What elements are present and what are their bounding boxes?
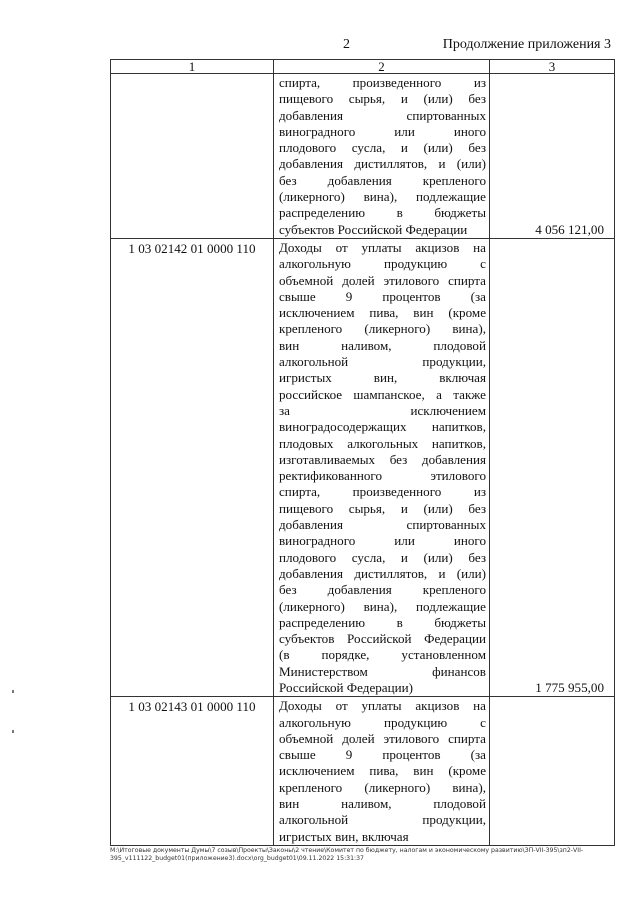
description-line: алкогольную продукцию с	[279, 256, 486, 272]
page-number: 2	[343, 37, 350, 52]
description-line: виноградного или иного	[279, 123, 486, 139]
code-cell	[111, 74, 274, 239]
description-line: алкогольную продукцию с	[279, 714, 486, 730]
description-line: (ликерного) вина), подлежащие	[279, 598, 486, 614]
description-text	[274, 74, 489, 238]
description-line: вин наливом, плодовой	[279, 337, 486, 353]
amount-value	[604, 697, 609, 845]
description-line: спирта, произведенного из	[279, 484, 486, 500]
description-line: вин наливом, плодовой	[279, 796, 486, 812]
description-line: без добавления крепленого	[279, 172, 486, 188]
amount-cell	[490, 238, 615, 696]
description-line: виноградного или иного	[279, 533, 486, 549]
description-cell	[274, 74, 490, 239]
column-header-3: 3	[490, 60, 615, 74]
description-line: субъектов Российской Федерации	[279, 631, 486, 647]
description-cell	[274, 697, 490, 846]
description-text	[274, 239, 489, 696]
description-line: пищевого сырья, и (или) без	[279, 91, 486, 107]
amount-value: 1 775 955,00	[535, 679, 604, 695]
description-line: плодового сусла, и (или) без	[279, 140, 486, 156]
description-line: ректификованного этилового	[279, 468, 486, 484]
description-line: исключением пива, вин (кроме	[279, 305, 486, 321]
description-line: субъектов Российской Федерации	[279, 221, 468, 237]
description-line: свыше 9 процентов (за	[279, 288, 486, 304]
document-path-footer: M:\Итоговые документы Думы\7 созыв\Проекты\Законы\2 чтение\Комитет по бюджету, налогам и экономическому развитию\ЗП-VII-395\зп2-VII-395_v111122_budget01(приложение3).docx\org_budget01\09.11.2022 15:31:37	[110, 847, 584, 863]
description-line: за исключением	[279, 402, 486, 418]
margin-mark-2	[12, 730, 14, 733]
budget-code: 1 03 02143 01 0000 110	[128, 699, 256, 715]
description-line: добавления спиртованных	[279, 107, 486, 123]
description-line: игристых вин, включая	[279, 370, 486, 386]
description-line: добавления дистиллятов, и (или)	[279, 565, 486, 581]
amount-cell	[490, 74, 615, 239]
description-line: крепленого (ликерного) вина),	[279, 321, 486, 337]
table-row	[111, 74, 615, 239]
description-line: распределению в бюджеты	[279, 614, 486, 630]
description-line: плодового сусла, и (или) без	[279, 549, 486, 565]
description-line: исключением пива, вин (кроме	[279, 763, 486, 779]
description-cell	[274, 238, 490, 696]
description-line: без добавления крепленого	[279, 582, 486, 598]
margin-mark-1	[12, 690, 14, 693]
description-line: алкогольной продукции,	[279, 812, 486, 828]
description-line: объемной долей этилового спирта	[279, 730, 486, 746]
description-line: Министерством финансов	[279, 663, 486, 679]
description-line: распределению в бюджеты	[279, 205, 486, 221]
budget-table	[110, 59, 615, 846]
description-line: крепленого (ликерного) вина),	[279, 779, 486, 795]
description-line: Доходы от уплаты акцизов на	[279, 239, 486, 255]
budget-code	[111, 74, 273, 76]
description-line: добавления дистиллятов, и (или)	[279, 156, 486, 172]
description-line: Российской Федерации)	[279, 679, 413, 695]
description-line: (в порядке, установленном	[279, 647, 486, 663]
description-line: свыше 9 процентов (за	[279, 747, 486, 763]
budget-code: 1 03 02142 01 0000 110	[128, 240, 256, 256]
description-text	[274, 697, 489, 845]
description-line: алкогольной продукции,	[279, 354, 486, 370]
description-line: российское шампанское, а также	[279, 386, 486, 402]
description-line: добавления спиртованных	[279, 517, 486, 533]
code-cell	[111, 238, 274, 696]
code-cell	[111, 697, 274, 846]
table-row	[111, 238, 615, 696]
description-line: виноградосодержащих напитков,	[279, 419, 486, 435]
description-line: изготавливаемых без добавления	[279, 451, 486, 467]
table-row	[111, 697, 615, 846]
description-line: (ликерного) вина), подлежащие	[279, 189, 486, 205]
amount-cell	[490, 697, 615, 846]
continuation-label: Продолжение приложения 3	[442, 37, 611, 52]
description-line: объемной долей этилового спирта	[279, 272, 486, 288]
table-header-row	[111, 60, 615, 74]
column-header-1: 1	[111, 60, 274, 74]
amount-value: 4 056 121,00	[535, 221, 604, 237]
column-header-2: 2	[274, 60, 490, 74]
description-line: пищевого сырья, и (или) без	[279, 500, 486, 516]
description-line: Доходы от уплаты акцизов на	[279, 698, 486, 714]
description-line: игристых вин, включая	[279, 828, 409, 844]
description-line: плодовых алкогольных напитков,	[279, 435, 486, 451]
description-line: спирта, произведенного из	[279, 75, 486, 90]
